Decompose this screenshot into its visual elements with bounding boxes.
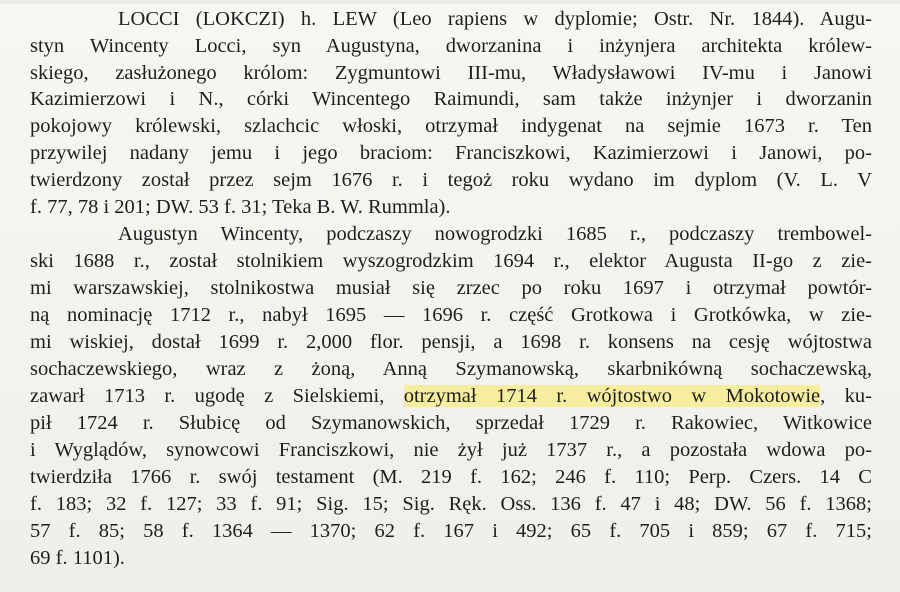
text-line: 57 f. 85; 58 f. 1364 — 1370; 62 f. 167 i 492; 65 f. 705 i 859; 67 f. 715; [30, 520, 872, 542]
highlighted-text[interactable]: otrzymał 1714 r. wójtostwo w Mokotowie [403, 385, 821, 407]
text-line: styn Wincenty Locci, syn Augustyna, dworzanina i inżynjera architekta królew- [30, 35, 872, 57]
text-line: Kazimierzowi i N., córki Wincentego Raimundi, sam także inżynjer i dworzanin [30, 88, 872, 110]
text-line: LOCCI (LOKCZI) h. LEW (Leo rapiens w dyplomie; Ostr. Nr. 1844). Augu- [118, 8, 872, 30]
text-line: twierdzony został przez sejm 1676 r. i tegoż roku wydano im dyplom (V. L. V [30, 169, 872, 191]
page-edge [0, 0, 900, 4]
text-line: pokojowy królewski, szlachcic włoski, otrzymał indygenat na sejmie 1673 r. Ten [30, 115, 872, 137]
text-line: przywilej nadany jemu i jego braciom: Franciszkowi, Kazimierzowi i Janowi, po- [30, 142, 872, 164]
text-line: mi wiskiej, dostał 1699 r. 2,000 flor. pensji, a 1698 r. konsens na cesję wójtostwa [30, 331, 872, 353]
text-line: pił 1724 r. Słubicę od Szymanowskich, sprzedał 1729 r. Rakowiec, Witkowice [30, 412, 872, 434]
text-line: sochaczewskiego, wraz z żoną, Anną Szymanowską, skarbnikówną sochaczewską, [30, 358, 872, 380]
text-line: skiego, zasłużonego królom: Zygmuntowi III-mu, Władysławowi IV-mu i Janowi [30, 62, 872, 84]
text-line: f. 77, 78 i 201; DW. 53 f. 31; Teka B. W. Rummla). [30, 196, 451, 218]
bleed-through [0, 576, 900, 592]
text-line: ski 1688 r., został stolnikiem wyszogrodzkim 1694 r., elektor Augusta II-go z zie- [30, 250, 872, 272]
text-line: Augustyn Wincenty, podczaszy nowogrodzki 1685 r., podczaszy trembowel- [118, 223, 872, 245]
text-line: f. 183; 32 f. 127; 33 f. 91; Sig. 15; Sig. Ręk. Oss. 136 f. 47 i 48; DW. 56 f. 1368; [30, 493, 872, 515]
text-line-highlighted [30, 383, 872, 409]
text-segment: , ku- [820, 385, 873, 407]
text-line: mi warszawskiej, stolnikostwa musiał się zrzec po roku 1697 i otrzymał powtór- [30, 277, 872, 299]
text-line: twierdziła 1766 r. swój testament (M. 219 f. 162; 246 f. 110; Perp. Czers. 14 C [30, 466, 872, 488]
text-segment: zawarł 1713 r. ugodę z Sielskiemi, [30, 385, 404, 407]
text-line: ną nominację 1712 r., nabył 1695 — 1696 r. część Grotkowa i Grotkówka, w zie- [30, 304, 872, 326]
text-line: 69 f. 1101). [30, 547, 125, 569]
text-line: i Wyglądów, synowcowi Franciszkowi, nie żył już 1737 r., a pozostała wdowa po- [30, 439, 872, 461]
